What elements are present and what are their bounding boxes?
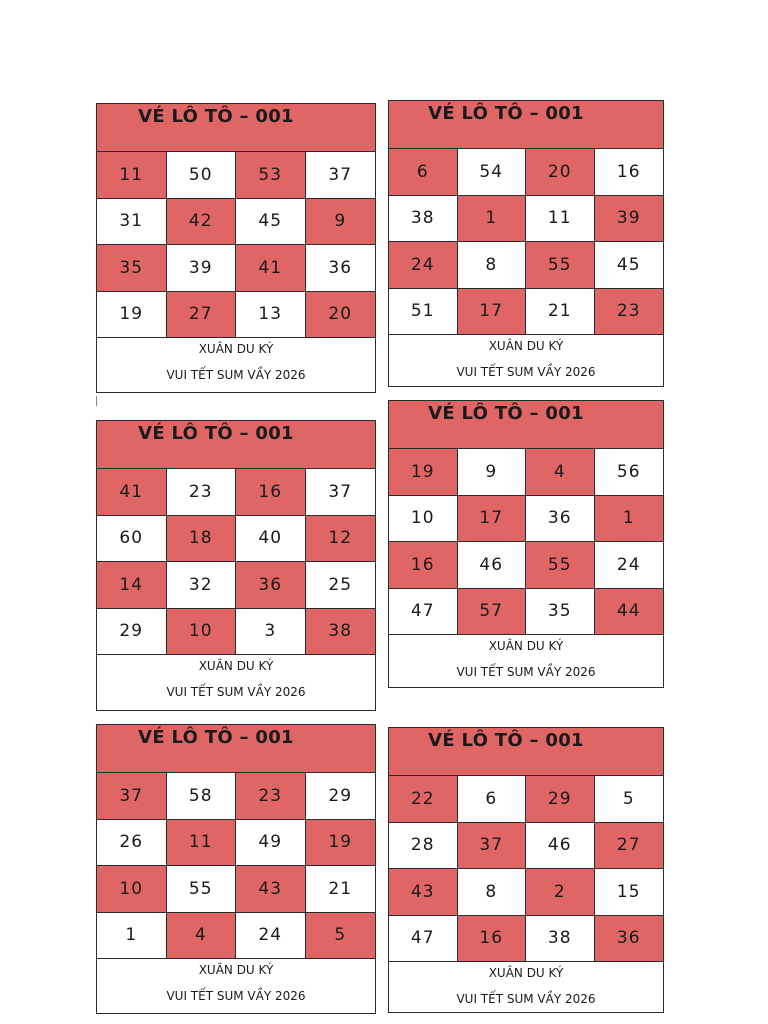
number-cell: 3 xyxy=(236,609,306,656)
ticket-footer-line-2: VUI TẾT SUM VẦY 2026 xyxy=(456,365,596,379)
number-cell: 36 xyxy=(526,496,595,543)
ticket-footer-line-2: VUI TẾT SUM VẦY 2026 xyxy=(166,685,306,699)
number-cell: 27 xyxy=(167,292,237,339)
ticket-title-text: VÉ LÔ TÔ – 001 xyxy=(138,106,294,127)
number-cell: 35 xyxy=(526,589,595,636)
number-cell: 4 xyxy=(526,449,595,496)
number-cell: 24 xyxy=(236,913,306,960)
number-cell: 16 xyxy=(236,469,306,516)
number-cell: 28 xyxy=(389,823,458,870)
number-cell: 19 xyxy=(389,449,458,496)
number-cell: 9 xyxy=(306,199,376,246)
number-cell: 20 xyxy=(306,292,376,339)
number-cell: 4 xyxy=(167,913,237,960)
number-cell: 56 xyxy=(595,449,664,496)
ticket-footer-line-1: XUÂN DU KÝ xyxy=(488,966,564,980)
number-cell: 43 xyxy=(236,866,306,913)
number-cell: 23 xyxy=(167,469,237,516)
number-cell: 8 xyxy=(458,242,527,289)
ticket-footer-line-2: VUI TẾT SUM VẦY 2026 xyxy=(456,992,596,1006)
number-cell: 11 xyxy=(167,820,237,867)
number-cell: 5 xyxy=(595,776,664,823)
number-cell: 37 xyxy=(306,469,376,516)
number-cell: 5 xyxy=(306,913,376,960)
ticket-title xyxy=(97,104,375,152)
number-cell: 39 xyxy=(167,245,237,292)
number-cell: 36 xyxy=(306,245,376,292)
number-cell: 36 xyxy=(595,916,664,963)
ticket-title xyxy=(97,725,375,773)
number-cell: 10 xyxy=(97,866,167,913)
number-cell: 37 xyxy=(306,152,376,199)
number-cell: 11 xyxy=(526,196,595,243)
number-cell: 49 xyxy=(236,820,306,867)
number-grid xyxy=(389,449,663,635)
number-cell: 41 xyxy=(236,245,306,292)
number-cell: 16 xyxy=(389,542,458,589)
number-cell: 37 xyxy=(458,823,527,870)
number-cell: 53 xyxy=(236,152,306,199)
number-cell: 32 xyxy=(167,562,237,609)
number-cell: 36 xyxy=(236,562,306,609)
number-cell: 51 xyxy=(389,289,458,336)
ticket-title-text: VÉ LÔ TÔ – 001 xyxy=(138,727,294,748)
ticket-footer-line-1: XUÂN DU KÝ xyxy=(198,963,274,977)
number-cell: 16 xyxy=(595,149,664,196)
number-cell: 12 xyxy=(306,516,376,563)
ticket-title xyxy=(389,728,663,776)
number-cell: 39 xyxy=(595,196,664,243)
number-cell: 45 xyxy=(595,242,664,289)
ticket-title-text: VÉ LÔ TÔ – 001 xyxy=(138,423,294,444)
number-cell: 55 xyxy=(526,242,595,289)
number-cell: 25 xyxy=(306,562,376,609)
number-cell: 14 xyxy=(97,562,167,609)
number-cell: 19 xyxy=(97,292,167,339)
number-cell: 54 xyxy=(458,149,527,196)
number-cell: 50 xyxy=(167,152,237,199)
number-cell: 21 xyxy=(306,866,376,913)
number-cell: 21 xyxy=(526,289,595,336)
number-grid xyxy=(97,469,375,655)
number-cell: 1 xyxy=(458,196,527,243)
ticket-title xyxy=(97,421,375,469)
number-cell: 46 xyxy=(526,823,595,870)
ticket-title xyxy=(389,401,663,449)
lotto-ticket-1 xyxy=(96,103,376,393)
ticket-footer xyxy=(97,959,375,1003)
number-cell: 45 xyxy=(236,199,306,246)
lotto-ticket-4 xyxy=(388,400,664,688)
number-cell: 13 xyxy=(236,292,306,339)
ticket-footer-line-2: VUI TẾT SUM VẦY 2026 xyxy=(166,989,306,1003)
text-cursor-mark xyxy=(96,396,97,406)
number-cell: 37 xyxy=(97,773,167,820)
number-cell: 23 xyxy=(236,773,306,820)
number-cell: 8 xyxy=(458,869,527,916)
number-cell: 22 xyxy=(389,776,458,823)
number-cell: 43 xyxy=(389,869,458,916)
ticket-footer-line-2: VUI TẾT SUM VẦY 2026 xyxy=(456,665,596,679)
number-cell: 9 xyxy=(458,449,527,496)
number-cell: 10 xyxy=(167,609,237,656)
number-cell: 55 xyxy=(526,542,595,589)
ticket-title-text: VÉ LÔ TÔ – 001 xyxy=(428,403,584,424)
number-grid xyxy=(97,152,375,338)
number-cell: 16 xyxy=(458,916,527,963)
number-cell: 47 xyxy=(389,916,458,963)
number-cell: 58 xyxy=(167,773,237,820)
ticket-title xyxy=(389,101,663,149)
ticket-footer-line-1: XUÂN DU KÝ xyxy=(198,342,274,356)
number-cell: 6 xyxy=(458,776,527,823)
ticket-title-text: VÉ LÔ TÔ – 001 xyxy=(428,103,584,124)
number-cell: 47 xyxy=(389,589,458,636)
number-cell: 24 xyxy=(389,242,458,289)
ticket-footer xyxy=(97,338,375,382)
number-cell: 41 xyxy=(97,469,167,516)
number-cell: 35 xyxy=(97,245,167,292)
number-cell: 40 xyxy=(236,516,306,563)
number-cell: 23 xyxy=(595,289,664,336)
ticket-footer xyxy=(97,655,375,699)
ticket-title-text: VÉ LÔ TÔ – 001 xyxy=(428,730,584,751)
ticket-footer xyxy=(389,335,663,379)
number-cell: 19 xyxy=(306,820,376,867)
number-cell: 44 xyxy=(595,589,664,636)
number-grid xyxy=(389,149,663,335)
ticket-footer xyxy=(389,962,663,1006)
lotto-ticket-6 xyxy=(388,727,664,1013)
number-cell: 1 xyxy=(97,913,167,960)
number-grid xyxy=(389,776,663,962)
ticket-footer-line-1: XUÂN DU KÝ xyxy=(488,339,564,353)
number-cell: 29 xyxy=(526,776,595,823)
number-cell: 17 xyxy=(458,289,527,336)
number-cell: 20 xyxy=(526,149,595,196)
ticket-footer-line-1: XUÂN DU KÝ xyxy=(198,659,274,673)
number-cell: 60 xyxy=(97,516,167,563)
ticket-footer xyxy=(389,635,663,679)
number-cell: 11 xyxy=(97,152,167,199)
number-cell: 1 xyxy=(595,496,664,543)
number-cell: 29 xyxy=(306,773,376,820)
number-cell: 18 xyxy=(167,516,237,563)
lotto-ticket-3 xyxy=(96,420,376,711)
number-cell: 24 xyxy=(595,542,664,589)
number-cell: 26 xyxy=(97,820,167,867)
ticket-footer-line-1: XUÂN DU KÝ xyxy=(488,639,564,653)
number-cell: 57 xyxy=(458,589,527,636)
number-cell: 38 xyxy=(389,196,458,243)
number-cell: 2 xyxy=(526,869,595,916)
lotto-ticket-2 xyxy=(388,100,664,387)
number-grid xyxy=(97,773,375,959)
number-cell: 17 xyxy=(458,496,527,543)
number-cell: 38 xyxy=(306,609,376,656)
number-cell: 6 xyxy=(389,149,458,196)
number-cell: 27 xyxy=(595,823,664,870)
number-cell: 55 xyxy=(167,866,237,913)
number-cell: 31 xyxy=(97,199,167,246)
number-cell: 42 xyxy=(167,199,237,246)
lotto-ticket-5 xyxy=(96,724,376,1014)
number-cell: 29 xyxy=(97,609,167,656)
number-cell: 46 xyxy=(458,542,527,589)
number-cell: 10 xyxy=(389,496,458,543)
number-cell: 15 xyxy=(595,869,664,916)
number-cell: 38 xyxy=(526,916,595,963)
ticket-footer-line-2: VUI TẾT SUM VẦY 2026 xyxy=(166,368,306,382)
